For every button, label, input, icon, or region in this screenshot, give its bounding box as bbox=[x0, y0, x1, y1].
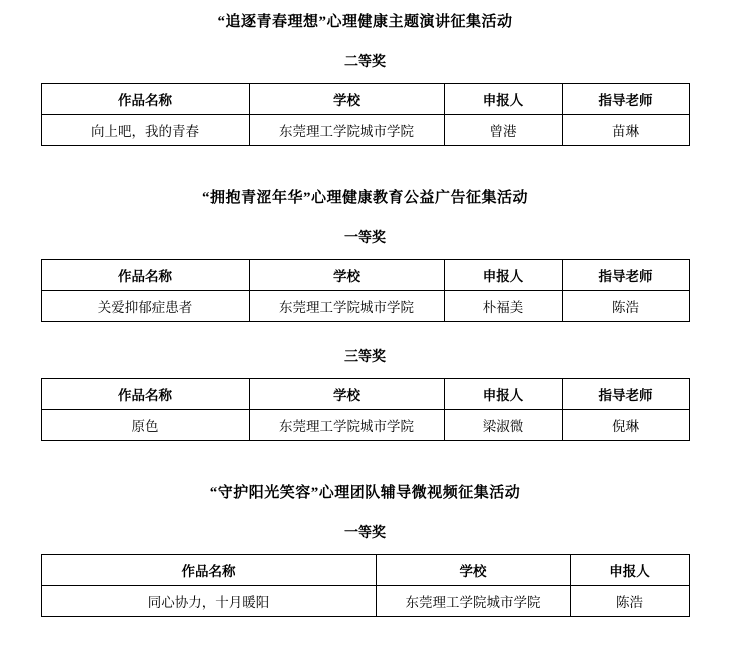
cell-advisor: 陈浩 bbox=[562, 291, 689, 322]
awards-table bbox=[41, 378, 690, 441]
cell-work-name: 关爱抑郁症患者 bbox=[41, 291, 249, 322]
section-microvideo-contest bbox=[0, 481, 730, 617]
awards-table bbox=[41, 554, 690, 617]
table-header-row bbox=[41, 260, 689, 291]
award-level-label: 一等奖 bbox=[344, 231, 386, 246]
cell-work-name: 原色 bbox=[41, 410, 249, 441]
column-header-school: 学校 bbox=[376, 555, 570, 586]
table-header-row bbox=[41, 84, 689, 115]
column-header-school: 学校 bbox=[249, 84, 444, 115]
award-level-label: 二等奖 bbox=[344, 55, 386, 70]
awards-table bbox=[41, 259, 690, 322]
section-public-ad-contest bbox=[0, 186, 730, 441]
column-header-advisor: 指导老师 bbox=[562, 379, 689, 410]
column-header-work-name: 作品名称 bbox=[41, 260, 249, 291]
table-row bbox=[41, 115, 689, 146]
cell-applicant: 陈浩 bbox=[570, 586, 689, 617]
cell-advisor: 倪琳 bbox=[562, 410, 689, 441]
table-row bbox=[41, 410, 689, 441]
column-header-applicant: 申报人 bbox=[444, 260, 562, 291]
cell-school: 东莞理工学院城市学院 bbox=[376, 586, 570, 617]
column-header-school: 学校 bbox=[249, 260, 444, 291]
award-level-label: 三等奖 bbox=[344, 350, 386, 365]
section-title: “守护阳光笑容”心理团队辅导微视频征集活动 bbox=[209, 485, 521, 501]
cell-applicant: 朴福美 bbox=[444, 291, 562, 322]
cell-school: 东莞理工学院城市学院 bbox=[249, 115, 444, 146]
cell-school: 东莞理工学院城市学院 bbox=[249, 410, 444, 441]
column-header-advisor: 指导老师 bbox=[562, 260, 689, 291]
cell-applicant: 曾港 bbox=[444, 115, 562, 146]
cell-advisor: 苗琳 bbox=[562, 115, 689, 146]
table-header-row bbox=[41, 379, 689, 410]
column-header-work-name: 作品名称 bbox=[41, 379, 249, 410]
cell-work-name: 向上吧，我的青春 bbox=[41, 115, 249, 146]
cell-work-name: 同心协力，十月暖阳 bbox=[41, 586, 376, 617]
column-header-work-name: 作品名称 bbox=[41, 84, 249, 115]
column-header-school: 学校 bbox=[249, 379, 444, 410]
section-title: “拥抱青涩年华”心理健康教育公益广告征集活动 bbox=[201, 190, 528, 206]
cell-school: 东莞理工学院城市学院 bbox=[249, 291, 444, 322]
column-header-work-name: 作品名称 bbox=[41, 555, 376, 586]
table-row bbox=[41, 291, 689, 322]
section-title: “追逐青春理想”心理健康主题演讲征集活动 bbox=[217, 14, 513, 30]
table-header-row bbox=[41, 555, 689, 586]
cell-applicant: 梁淑微 bbox=[444, 410, 562, 441]
awards-table bbox=[41, 83, 690, 146]
table-row bbox=[41, 586, 689, 617]
column-header-advisor: 指导老师 bbox=[562, 84, 689, 115]
column-header-applicant: 申报人 bbox=[570, 555, 689, 586]
column-header-applicant: 申报人 bbox=[444, 379, 562, 410]
section-speech-contest bbox=[0, 10, 730, 146]
column-header-applicant: 申报人 bbox=[444, 84, 562, 115]
award-level-label: 一等奖 bbox=[344, 526, 386, 541]
